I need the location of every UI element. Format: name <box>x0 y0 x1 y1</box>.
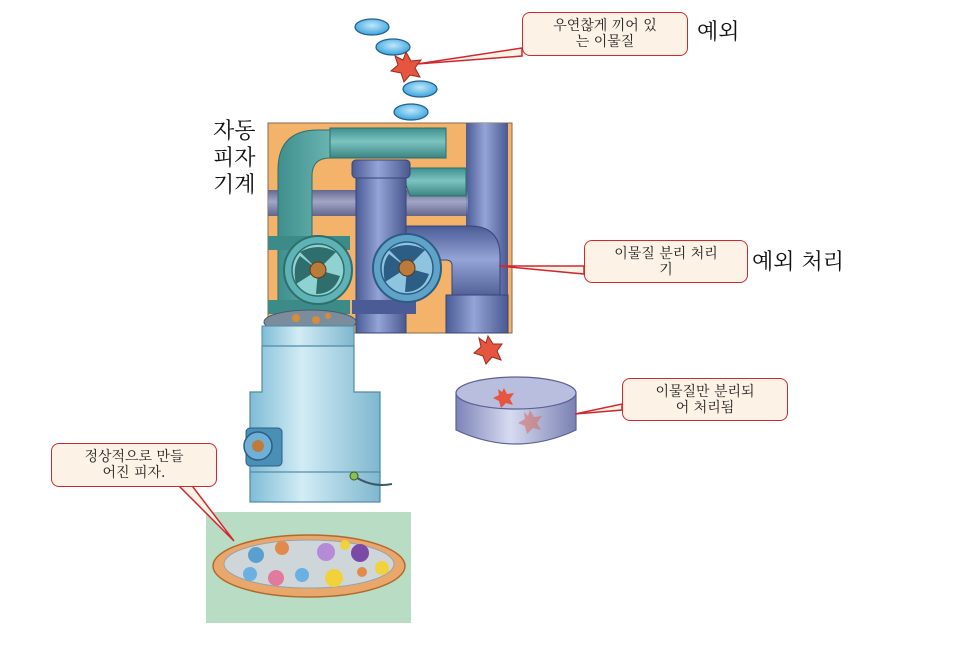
incoming-pizza <box>355 19 389 35</box>
teal-pipe-top <box>330 128 446 158</box>
gear-valve-icon <box>244 428 282 466</box>
exception-label: 예외 <box>697 20 740 45</box>
incoming-pizza <box>403 81 437 97</box>
fan-right <box>373 234 441 302</box>
body-base <box>250 472 380 502</box>
callout-pizza-ok-text: 정상적으로 만들 어진 피자. <box>84 449 184 481</box>
callout-foreign-object <box>522 12 688 56</box>
callout-foreign-object-text: 우연찮게 끼어 있 는 이물질 <box>553 18 657 50</box>
incoming-pizza <box>376 39 410 55</box>
outlet-pipe <box>446 295 508 333</box>
reject-bin <box>456 377 576 444</box>
machine-label: 자동 피자 기계 <box>213 119 256 198</box>
center-pipe-cap <box>352 160 410 178</box>
callout-pizza-ok <box>51 443 217 487</box>
machine-body <box>244 310 392 502</box>
pipe-machine <box>268 123 512 333</box>
exception-handling-label: 예외 처리 <box>752 250 845 275</box>
finished-pizza <box>206 512 411 623</box>
callout-separator <box>584 240 748 283</box>
callout-separator-text: 이물질 분리 처리 기 <box>614 245 718 278</box>
body-neck <box>262 326 354 348</box>
incoming-pizza <box>394 104 428 120</box>
incoming-items <box>355 19 437 120</box>
foreign-object-star <box>391 52 421 82</box>
fan-left <box>284 236 352 304</box>
callout-separated <box>622 378 788 421</box>
callout-separated-text: 이물질만 분리되 어 처리됨 <box>655 383 755 416</box>
falling-star <box>474 336 502 364</box>
